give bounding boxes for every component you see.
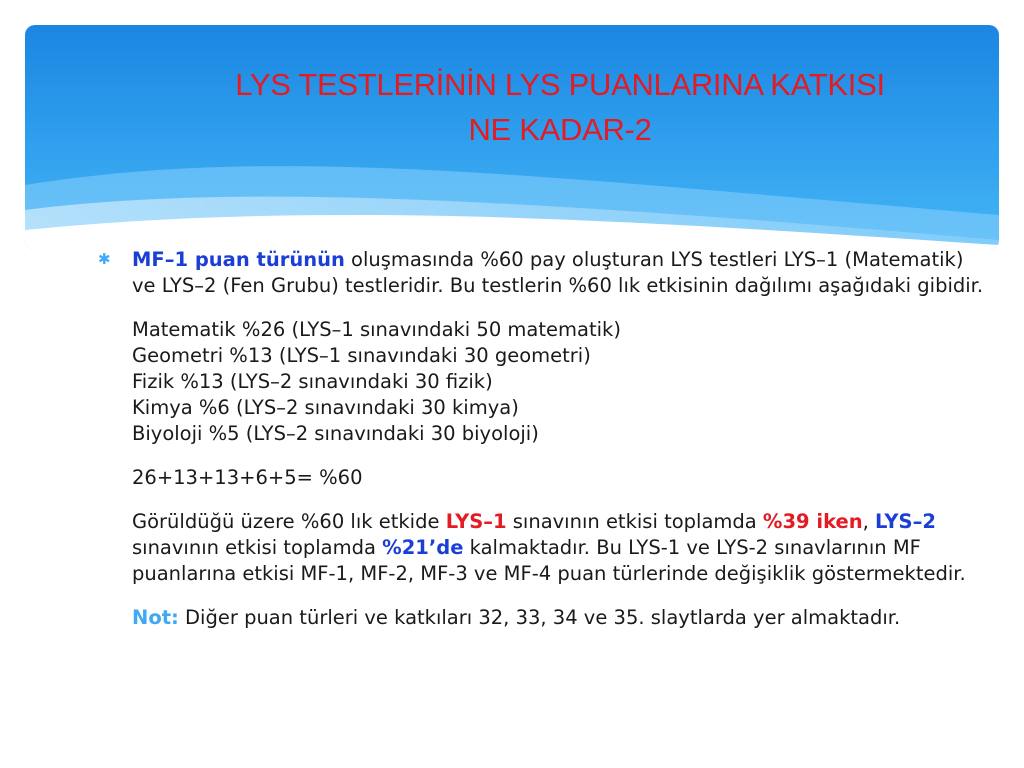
list-item: Geometri %13 (LYS–1 sınavındaki 30 geometri) <box>132 344 591 367</box>
title-line-1: LYS TESTLERİNİN LYS PUANLARINA KATKISI <box>235 67 885 102</box>
distribution-list <box>132 317 992 447</box>
note-label: Not: <box>132 606 179 629</box>
slide-title <box>150 62 970 152</box>
bullet-asterisk-icon: ✱ <box>98 250 111 268</box>
conclusion-text: Görüldüğü üzere %60 lık etkide <box>132 510 446 533</box>
list-item: Kimya %6 (LYS–2 sınavındaki 30 kimya) <box>132 396 519 419</box>
lys1-emphasis: LYS–1 <box>445 510 507 533</box>
conclusion-text: kalmaktadır. Bu LYS-1 ve LYS-2 sınavlarının MF puanlarına etkisi MF-1, MF-2, MF-3 ve MF-4 puan türlerinde değişiklik göstermektedir. <box>132 536 966 585</box>
note-paragraph <box>132 605 992 631</box>
intro-text: oluşmasında %60 pay oluşturan LYS testleri LYS–1 (Matematik) ve LYS–2 (Fen Grubu) testleridir. Bu testlerin %60 lık etkisinin dağılımı aşağıdaki gibidir. <box>132 248 984 297</box>
intro-emphasis: MF–1 puan türünün <box>132 248 345 271</box>
list-item: Biyoloji %5 (LYS–2 sınavındaki 30 biyoloji) <box>132 422 539 445</box>
intro-paragraph <box>132 247 992 299</box>
conclusion-text: sınavının etkisi toplamda <box>132 536 383 559</box>
pct21-emphasis: %21’de <box>382 536 464 559</box>
list-item: Fizik %13 (LYS–2 sınavındaki 30 fizik) <box>132 370 493 393</box>
sum-line: 26+13+13+6+5= %60 <box>132 466 363 489</box>
conclusion-text: , <box>862 510 876 533</box>
slide-body <box>132 247 992 649</box>
note-text: Diğer puan türleri ve katkıları 32, 33, 34 ve 35. slaytlarda yer almaktadır. <box>178 606 901 629</box>
conclusion-paragraph <box>132 509 992 587</box>
lys2-emphasis: LYS–2 <box>875 510 936 533</box>
pct39-emphasis: %39 iken <box>762 510 863 533</box>
list-item: Matematik %26 (LYS–1 sınavındaki 50 matematik) <box>132 318 621 341</box>
conclusion-text: sınavının etkisi toplamda <box>506 510 763 533</box>
title-line-2: NE KADAR-2 <box>468 112 652 147</box>
